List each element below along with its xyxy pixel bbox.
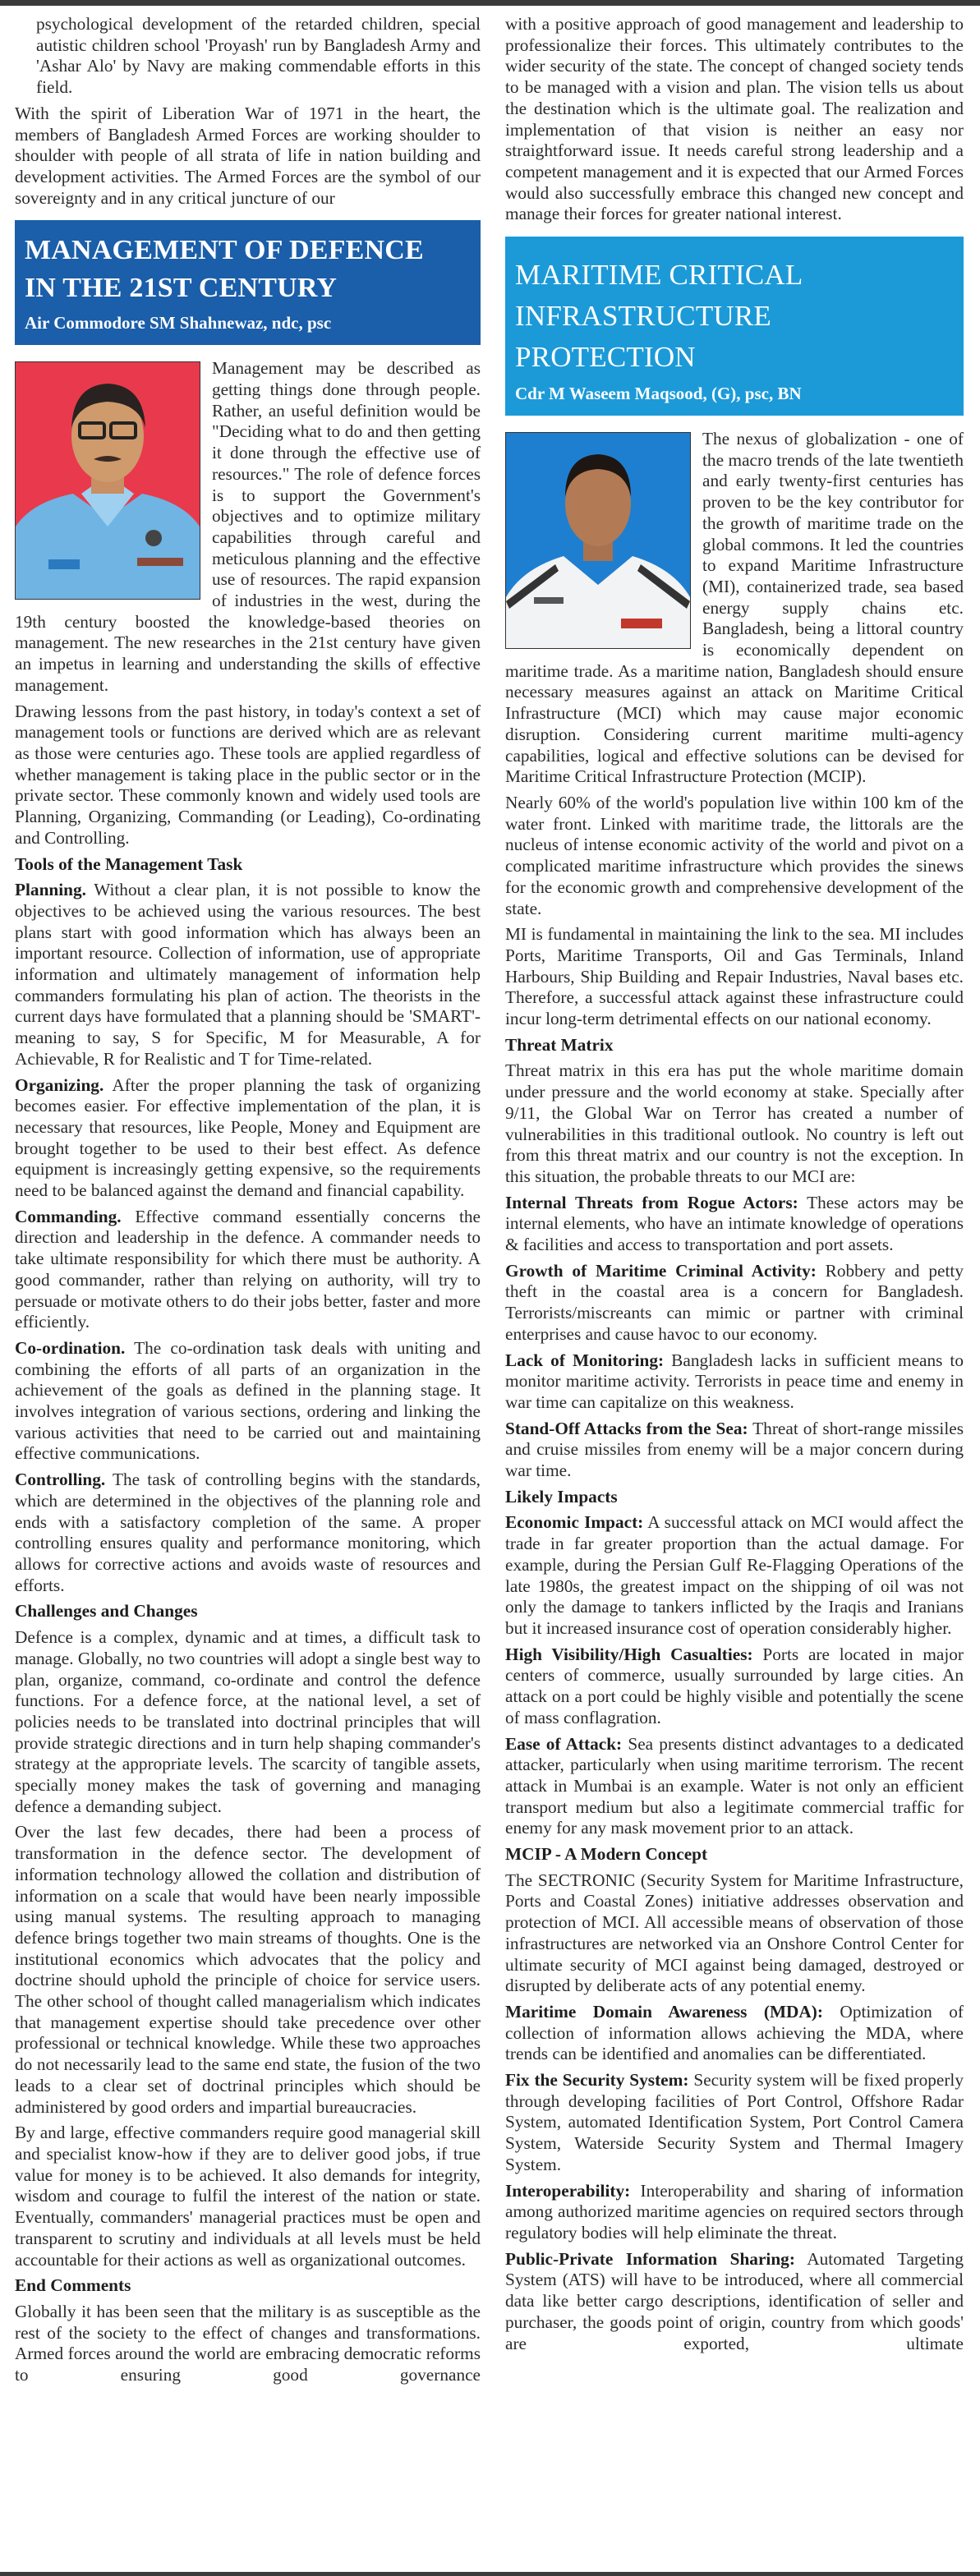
author-photo xyxy=(505,432,691,649)
paragraph: MI is fundamental in maintaining the link to the sea. MI includes Ports, Maritime Transports, Oil and Gas Terminals, Inland Harbours, Ship Building and Repair Industries, Naval bases etc. Therefore, a successful attack against these infrastructure could incur long-term detrimental effects on our national economy. xyxy=(505,924,964,1029)
lead-term: Commanding. xyxy=(15,1206,122,1226)
paragraph: Threat matrix in this era has put the whole maritime domain under pressure and the world economy at stake. Specially after 9/11, the Global War on Terror has created a number of vulnerabilities in this traditional outlook. No country is left out from this threat matrix and our country is not the exception. In this situation, the probable threats to our MCI are: xyxy=(505,1060,964,1186)
paragraph: with a positive approach of good management and leadership to professionalize their forces. This ultimately contributes to the wider security of the state. The concept of changed society tends to be managed with a vision and plan. The vision tells us about the destination which is the ultimate goal. The realization and implementation of that vision is neither an easy nor straightforward issue. It needs careful strong leadership and a competent management and it is expected that our Armed Forces would also successfully embrace this changed new concept and manage their forces for greater national interest. xyxy=(505,14,964,224)
lead-term: Internal Threats from Rogue Actors: xyxy=(505,1192,798,1212)
paragraph: Public-Private Information Sharing: Automated Targeting System (ATS) will have to be introduced, where all commercial data like better cargo descriptions, identification of seller and purchaser, the goods point of origin, country from which goods' are exported, ultimate xyxy=(505,2248,964,2353)
lead-term: Stand-Off Attacks from the Sea: xyxy=(505,1418,748,1438)
lead-term: Economic Impact: xyxy=(505,1512,644,1533)
paragraph: Controlling. The task of controlling begins with the standards, which are determined in the objectives of the planning role and ends with a satisfactory completion of the same. A proper controlling ensures quality and performance monitoring, which allows for corrective actions and avoids waste of resources and efforts. xyxy=(15,1470,481,1595)
lead-term: Ease of Attack: xyxy=(505,1733,623,1754)
lead-term: Fix the Security System: xyxy=(505,2070,689,2091)
article-author: Cdr M Waseem Maqsood, (G), psc, BN xyxy=(515,384,802,404)
article-banner-management-of-defence xyxy=(15,220,481,345)
paragraph: Maritime Domain Awareness (MDA): Optimization of collection of information allows achieving the MDA, where trends can be identified and anomalies can be differentiated. xyxy=(505,2001,964,2064)
paragraph: Growth of Maritime Criminal Activity: Robbery and petty theft in the coastal area is a concern for Bangladesh. Terrorists/miscreants can mimic or partner with criminal enterprises and cause havoc to our economy. xyxy=(505,1260,964,1344)
paragraph: The SECTRONIC (Security System for Maritime Infrastructure, Ports and Coastal Zones) initiative addresses observation and protection of MCI. All accessible means of observation of those infrastructures are networked via an Onshore Control Center for ultimate security of MCI against being damaged, destroyed or disrupted by deliberate acts of any potential enemy. xyxy=(505,1870,964,1996)
article-author: Air Commodore SM Shahnewaz, ndc, psc xyxy=(25,313,332,334)
paragraph: High Visibility/High Casualties: Ports are located in major centers of commerce, usually surrounded by large cities. An attack on a port could be highly visible and potentially the scene of mass conflagration. xyxy=(505,1644,964,1727)
paragraph: Ease of Attack: Sea presents distinct advantages to a dedicated attacker, particularly when using maritime terrorism. The recent attack in Mumbai is an example. Water is not only an efficient transport medium but also a legitimate commercial traffic for enemy for any mask movement prior to an attack. xyxy=(505,1733,964,1838)
left-column xyxy=(15,14,481,2391)
bottom-rule xyxy=(0,2572,980,2576)
section-heading: MCIP - A Modern Concept xyxy=(505,1844,708,1865)
lead-term: Growth of Maritime Criminal Activity: xyxy=(505,1260,817,1281)
lead-term: Controlling. xyxy=(15,1470,106,1490)
paragraph: Co-ordination. The co-ordination task deals with uniting and combining the efforts of all parts of an organization in the achievement of the goals as defined in the planning stage. It involves integration of various sections, ordering and linking the various activities that need to be carried out and maintaining effective communications. xyxy=(15,1337,481,1464)
lead-term: Interoperability: xyxy=(505,2180,631,2201)
paragraph: Organizing. After the proper planning the task of organizing becomes easier. For effective implementation of the plan, it is necessary that resources, like People, Money and Equipment are brought together to be used to their best effect. As defence equipment is increasingly getting expensive, so the requirements need to be balanced against the demand and financial capability. xyxy=(15,1074,481,1201)
lead-term: Organizing. xyxy=(15,1074,104,1095)
paragraph: Economic Impact: A successful attack on MCI would affect the trade in far greater proportion than the actual damage. For example, during the Persian Gulf Re-Flagging Operations of the late 1980s, the greatest impact on the shipping of oil was not only the damage to tankers inflicted by the Iraqis and Iranians but it increased insurance cost of operation considerably higher. xyxy=(505,1512,964,1638)
paragraph: Nearly 60% of the world's population live within 100 km of the water front. Linked with maritime trade, the littorals are the nucleus of intense economic activity of the world and pivot on a complicated maritime infrastructure which provides the sinews for the economic growth and comprehensive development of the state. xyxy=(505,792,964,918)
article-title-line: IN THE 21ST CENTURY xyxy=(25,273,338,304)
paragraph: Drawing lessons from the past history, in today's context a set of management tools or functions are derived which are as relevant as those were centuries ago. These tools are applied regardless of whether management is taking place in the public sector or in the private sector. These commonly known and widely used tools are Planning, Organizing, Commanding (or Leading), Co-ordinating and Controlling. xyxy=(15,701,481,848)
article-title-line: MARITIME CRITICAL xyxy=(515,259,803,292)
article-banner-maritime-critical-infrastructure xyxy=(505,237,964,416)
section-heading: Challenges and Changes xyxy=(15,1601,198,1622)
paragraph: Defence is a complex, dynamic and at times, a difficult task to manage. Globally, no two countries will adopt a single best way to plan, organize, command, co-ordinate and control the defence functions. For a defence force, at the national level, a set of policies needs to be translated into doctrinal principles that will provide strategic directions and in turn help shaping commander's strategy at the appropriate levels. The scarcity of tangible assets, specially money makes the task of governing and managing defence a demanding subject. xyxy=(15,1627,481,1816)
lead-term: Public-Private Information Sharing: xyxy=(505,2248,795,2269)
section-heading: Threat Matrix xyxy=(505,1034,614,1055)
lead-term: Co-ordination. xyxy=(15,1337,126,1358)
paragraph: The nexus of globalization - one of the macro trends of the late twentieth and early twenty-first centuries has proven to be the key contributor for the growth of maritime trade on the global commons. It led the countries to expand Maritime Infrastructure (MI), containerized trade, sea based energy supply chains etc. Bangladesh, being a littoral country is economically dependent on maritime trade. As a maritime nation, Bangladesh should ensure necessary measures against an attack on Maritime Critical Infrastructure (MCI) which may cause major economic disruption. Considering current maritime multi-agency capabilities, logical and effective solutions can be devised for Maritime Critical Infrastructure Protection (MCIP). xyxy=(505,429,964,787)
article-title-line: MANAGEMENT OF DEFENCE xyxy=(25,235,424,266)
paragraph: Lack of Monitoring: Bangladesh lacks in sufficient means to monitor maritime activity. Terrorists in peace time and enemy in war time can capitalize on this weakness. xyxy=(505,1350,964,1412)
lead-term: High Visibility/High Casualties: xyxy=(505,1644,753,1664)
top-rule xyxy=(0,0,980,6)
lead-term: Maritime Domain Awareness (MDA): xyxy=(505,2001,823,2022)
paragraph: Fix the Security System: Security system will be fixed properly through developing facilities of Port Control, Offshore Radar System, automated Identification System, Port Control Camera System, Waterside Security System and Thermal Imagery System. xyxy=(505,2070,964,2174)
paragraph: Globally it has been seen that the military is as susceptible as the rest of the society to the effect of changes and transformations. Armed forces around the world are embracing democratic reforms to ensuring good governance xyxy=(15,2301,481,2385)
paragraph: Planning. Without a clear plan, it is not possible to know the objectives to be achieved using the various resources. The best plans start with good information which has always been an important resource. Collection of information, use of appropriate information and ultimately management of information help commanders formulating his plan of action. The theorists in the current days have formulated that a planning should be 'SMART'-meaning to say, S for Specific, M for Measurable, A for Achievable, R for Realistic and T for Time-related. xyxy=(15,880,481,1069)
paragraph: Management may be described as getting things done through people. Rather, an useful definition would be "Deciding what to do and then getting it done through the effective use of resources." The role of defence forces is to support the Government's objectives and to optimize military capabilities through careful and meticulous planning and the effective use of resources. The rapid expansion of industries in the west, during the 19th century boosted the knowledge-based theories on management. The new researches in the 21st century have given an impetus in learning and understanding the skills of effective management. xyxy=(15,358,481,695)
author-photo xyxy=(15,361,200,600)
paragraph: psychological development of the retarded children, special autistic children school 'Proyash' run by Bangladesh Army and 'Ashar Alo' by Navy are making commendable efforts in this field. xyxy=(36,14,481,98)
right-column xyxy=(505,14,964,2359)
section-heading: End Comments xyxy=(15,2275,131,2296)
paragraph: Commanding. Effective command essentially concerns the direction and leadership in the defence. A commander needs to take ultimate responsibility for which there must be authority. A good commander, rather than relying on authority, will try to persuade or motivate others to do their jobs better, faster and more efficiently. xyxy=(15,1206,481,1332)
section-heading: Tools of the Management Task xyxy=(15,853,243,874)
lead-term: Lack of Monitoring: xyxy=(505,1350,665,1370)
lead-term: Planning. xyxy=(15,880,86,900)
paragraph: Over the last few decades, there had been a process of transformation in the defence sector. The development of information technology allowed the collation and distribution of information on a scale that would have been nearly impossible using manual systems. The resulting approach to managing defence brings together two main streams of thoughts. One is the institutional economics which advocates that the policy and doctrine should uphold the principle of choice for service users. The other school of thought called managerialism which indicates that management expertise should take precedence over other professional or technical knowledge. While these two approaches do not necessarily lead to the same end state, the fusion of the two leads to a clear set of doctrinal principles which should be administered by good orders and impartial bureaucracies. xyxy=(15,1822,481,2117)
paragraph: Stand-Off Attacks from the Sea: Threat of short-range missiles and cruise missiles from enemy will be a major concern during war time. xyxy=(505,1418,964,1481)
paragraph: With the spirit of Liberation War of 1971 in the heart, the members of Bangladesh Armed Forces are working shoulder to shoulder with people of all strata of life in nation building and development activities. The Armed Forces are the symbol of our sovereignty and in any critical juncture of our xyxy=(15,103,481,208)
article-title-line: INFRASTRUCTURE PROTECTION xyxy=(515,300,772,374)
paragraph: By and large, effective commanders require good managerial skill and specialist know-how if they are to deliver good jobs, if true value for money is to be achieved. It also demands for integrity, wisdom and courage to fulfil the interest of the nation or state. Eventually, commanders' managerial practices must be open and transparent to scrutiny and individuals at all levels must be held accountable for their actions as well as organizational outcomes. xyxy=(15,2123,481,2270)
paragraph: Interoperability: Interoperability and sharing of information among authorized maritime agencies on required sectors through regulatory bodies will help eliminate the threat. xyxy=(505,2180,964,2242)
section-heading: Likely Impacts xyxy=(505,1486,618,1506)
paragraph: Internal Threats from Rogue Actors: These actors may be internal elements, who have an intimate knowledge of operations & facilities and access to transportation and port assets. xyxy=(505,1192,964,1255)
